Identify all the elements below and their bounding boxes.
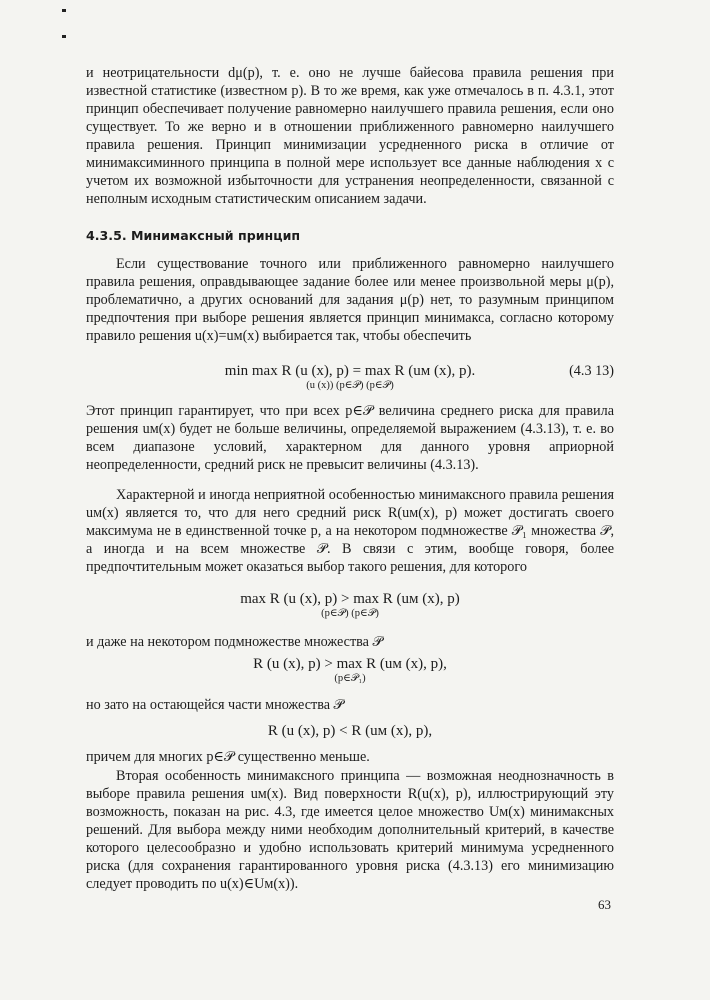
section-heading: 4.3.5. Минимаксный принцип — [86, 228, 301, 243]
paragraph-1: и неотрицательности dμ(p), т. е. оно не лучше байесова правила решения при известной статистике (известном p). В то же время, как уже отмечалось в п. 4.3.1, этот принцип обеспечивает получение равномерно наилучшего правила решения, если оно существует. То же верно и в отношении приближенного равномерно наилучшего правила решения. Принцип минимизации усредненного риска в отличие от минимаксиминного принципа в полной мере использует все данные наблюдения x с учетом их возможной избыточности для устранения неопределенности, связанной с неполным исходным статистическим описанием задачи. — [86, 65, 614, 207]
formula-less-inequality — [86, 722, 614, 740]
paragraph-7: причем для многих p∈𝒫 существенно меньше. — [86, 749, 370, 765]
paragraph-6: но зато на остающейся части множества 𝒫 — [86, 697, 344, 713]
formula-subscript: (u (x)) (p∈𝒫) (p∈𝒫) — [306, 380, 394, 391]
page-number: 63 — [598, 897, 611, 912]
paragraph-3: Этот принцип гарантирует, что при всех p∈𝒫 величина среднего риска для правила решения uм(x) будет не больше величины, определяемой выражением (4.3.13), т. е. во всем диапазоне условий, характерном для данного уровня априорной неопределенности, средний риск не превысит величины (4.3.13). — [86, 403, 614, 473]
paragraph-5: и даже на некотором подмножестве множества 𝒫 — [86, 634, 383, 650]
formula-main: R (u (x), p) < R (uм (x), p), — [267, 723, 433, 739]
paragraph-8: Вторая особенность минимаксного принципа — возможная неоднозначность в выборе правила решения uм(x). Вид поверхности R(u(x), p), иллюстрирующий эту возможность, показан на рис. 4.3, где имеется целое множество Uм(x) минимаксных решений. Для выбора между ними необходим дополнительный критерий, в качестве которого целесообразно и удобно использовать критерий минимума усредненного риска (для сохранения гарантированного уровня риска (4.3.13) его минимизацию следует проводить по u(x)∈Uм(x)). — [86, 768, 614, 892]
formula-subscript: (p∈𝒫) (p∈𝒫) — [321, 608, 379, 619]
formula-subset-inequality — [86, 655, 614, 685]
formula-4-3-13 — [86, 362, 614, 392]
paragraph-4: Характерной и иногда неприятной особенностью минимаксного правила решения uм(x) является то, что для него средний риск R(uм(x), p) может достигать своего максимума не в единственной точке p, а на некотором подмножестве 𝒫₁ множества 𝒫, а иногда и на всем множестве 𝒫. В связи с этим, вообще говоря, более предпочтительным может оказаться выбор такого решения, для которого — [86, 487, 614, 575]
scan-mark — [62, 35, 66, 38]
scan-mark — [62, 9, 66, 12]
formula-subscript: (p∈𝒫₁) — [334, 673, 366, 684]
formula-max-inequality — [86, 590, 614, 620]
equation-number: (4.3 13) — [569, 363, 614, 379]
paragraph-2: Если существование точного или приближенного равномерно наилучшего правила решения, оправдывающее задание более или менее произвольной меры μ(p), проблематично, а других оснований для задания μ(p) нет, то разумным принципом предпочтения при выборе решения является принцип минимакса, согласно которому правило решения u(x)=uм(x) выбирается так, чтобы обеспечить — [86, 256, 614, 344]
formula-main: min max R (u (x), p) = max R (uм (x), p). — [224, 363, 476, 379]
formula-main: max R (u (x), p) > max R (uм (x), p) — [240, 591, 460, 607]
formula-main: R (u (x), p) > max R (uм (x), p), — [253, 656, 447, 672]
